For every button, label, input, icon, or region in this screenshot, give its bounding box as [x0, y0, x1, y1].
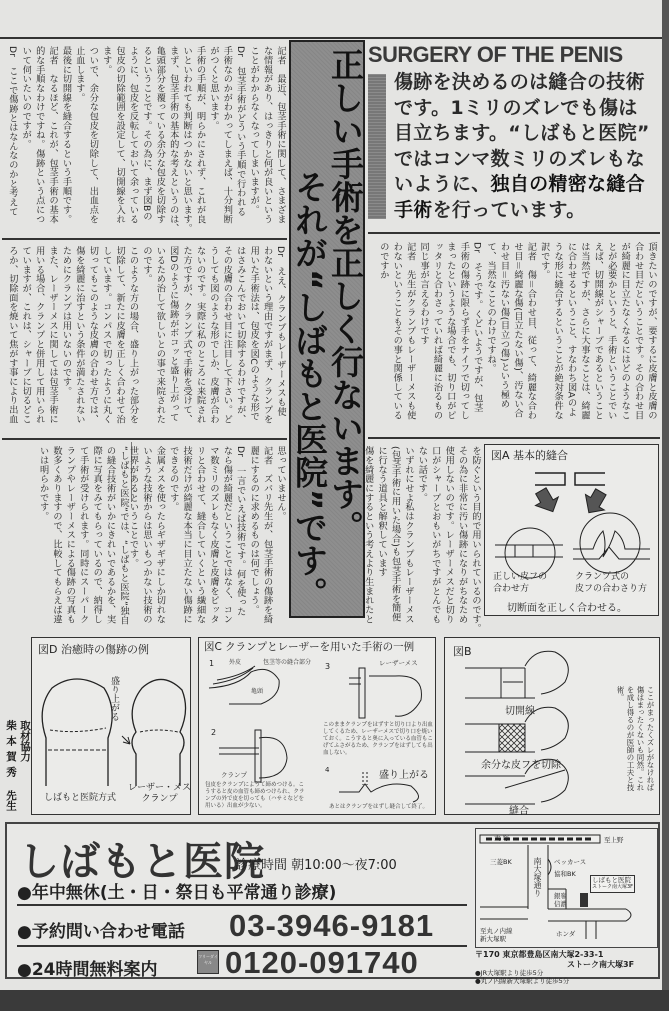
- text-column: 傷を綺麗にするという考えより生まれたと: [362, 446, 374, 624]
- text-column: Dr そうです。くどいようですが、包茎: [471, 242, 483, 413]
- text-column: 包皮の切除範囲を設定して、切開線を入れ: [114, 46, 126, 224]
- text-column: うしても図のような形でしか、皮膚が合わ: [207, 246, 219, 424]
- step-1: 1: [209, 659, 215, 668]
- text-column: 止血します。: [73, 46, 85, 103]
- text-column: その為に非常に汚い傷跡になりがちなため: [456, 446, 468, 624]
- text-column: ついで、余分な包皮を切除して、出血点を: [87, 46, 99, 224]
- text-column: このような方の場合、盛り上がった部分を: [127, 246, 139, 424]
- text-column: な情報があり、はっきりと何が良いという: [261, 46, 273, 224]
- map-bank1: 三菱BK: [490, 858, 512, 866]
- figure-d-raised-label: 盛り上がる: [109, 676, 119, 721]
- lead-line: [394, 172, 658, 198]
- text-column: いて伺いたいのですが。: [20, 46, 32, 149]
- clinic-ad: [5, 822, 660, 985]
- caption-line: 皮フの合わさり方: [575, 584, 648, 594]
- free-info-label: ●24時間無料案内: [17, 960, 158, 980]
- divider: [2, 438, 287, 440]
- text-column: た方ですが、クランプ式で手術を受けて、: [181, 246, 193, 424]
- note-line: を成し得るのが医師の工夫と技: [626, 686, 635, 791]
- divider: [368, 437, 660, 439]
- text-column: 頂きたいのですが、要するに皮膚と皮膚の: [646, 242, 657, 420]
- text-column: 用いた手術法は、包皮を図Cのような形で: [248, 246, 260, 421]
- caption-line: 合わせ方: [493, 584, 530, 594]
- label-clamp: クランプ: [221, 771, 247, 779]
- text-column: ランプやレーザーメスによる傷跡の写真も: [64, 446, 76, 624]
- text-column: 記者 ズバリ先生が、包茎手術の傷跡を綺: [261, 446, 273, 624]
- article-block-6: [4, 446, 130, 634]
- text-column: 切除して、新たに皮膚を正しく合わせて治: [114, 246, 126, 424]
- text-column: 使用しないのです。レーザーメスだと切り: [443, 446, 455, 624]
- text-column: 手術の手順が、明らかにされず、これが良: [194, 46, 206, 224]
- text-column: 技術だけが綺麗な本当に目立たない傷跡に: [181, 446, 193, 624]
- text-column: 傷を綺麗に治すという条件が満たされない: [73, 246, 85, 424]
- map-bakery: ベッカース: [554, 858, 587, 866]
- note-step-4: あとはクランプをはずし縫合して終了。: [329, 804, 429, 810]
- office-hours: 診療時間 朝10:00〜夜7:00: [235, 858, 397, 873]
- map-label: 新大塚駅: [480, 935, 506, 943]
- label-glans: 亀頭: [251, 688, 264, 695]
- open-days: ●年中無休(土・日・祭日も平常通り診療): [17, 883, 337, 903]
- lead-segment: 目立ちます。“しばもと医院”: [394, 122, 650, 144]
- figure-b-note: [615, 686, 655, 791]
- text-column: 世界があるということです。: [127, 446, 139, 568]
- page-bottom-edge: [0, 990, 669, 1011]
- free-phone[interactable]: 0120-091740: [225, 945, 419, 980]
- text-column: いるため治して欲しいとの事で来院された: [154, 246, 166, 424]
- text-column: いような技術からは思いもつかない技術の: [140, 446, 152, 624]
- text-column: Dr 包茎手術がどういう手順で行われる: [234, 46, 246, 217]
- text-column: ていますが、これは、シャープに切るどこ: [20, 246, 32, 424]
- headline-band: [289, 40, 365, 618]
- text-column: わないということもその事と関係している: [391, 242, 403, 420]
- access-map: [475, 828, 658, 948]
- divider: [2, 238, 287, 240]
- figure-d: [31, 637, 191, 815]
- credit-name: 柴本賀秀: [5, 720, 17, 782]
- figure-a-footer: 切断面を正しく合わせる。: [507, 603, 627, 614]
- lead-line: [394, 70, 658, 96]
- text-column: 手術なのかがわかってしまえば、十分判断: [221, 46, 233, 224]
- text-column: 最後に切開線を縫合するという手順です。: [60, 46, 72, 224]
- text-column: のですか: [377, 242, 389, 280]
- text-column: 記者 なるほど、これが、包茎手術の基本: [47, 46, 59, 224]
- lead-line: [394, 198, 658, 224]
- text-column: が綺麗に目立たなくなるにはどのようなこ: [619, 242, 631, 420]
- label-raised: 盛り上がる: [379, 770, 429, 781]
- text-column: えば、切開線がシャープであるということ: [592, 242, 604, 420]
- text-column: 金属メスを使ったらギザギザにしか切れな: [154, 446, 166, 624]
- text-column: その皮膚の合わせ目に注目して下さい。ど: [221, 246, 233, 424]
- text-column: 思っていません。: [275, 446, 286, 521]
- free-dial-icon: フリーダイヤル: [197, 950, 219, 974]
- text-column: いずれにせよ私はクランプもレーザーメス: [402, 446, 414, 624]
- lead-emphasis: 独自の精密な縫合: [490, 173, 645, 195]
- text-column: ない話です。: [416, 446, 428, 503]
- text-column: 記者 傷＝合わせ目、従って、綺麗な合わ: [525, 242, 537, 420]
- text-column: Dr ええ、クランプもレーザーメスも使: [275, 246, 286, 417]
- lead-segment: を行っています。: [432, 198, 586, 221]
- step-2: 2: [211, 728, 217, 737]
- figure-a-right-caption: [575, 571, 647, 595]
- clinic-name: しばもと医院: [19, 839, 265, 885]
- note-line: 術。: [616, 686, 625, 701]
- lead-emphasis: 手術: [394, 198, 433, 221]
- step-3: 3: [325, 662, 331, 671]
- text-column: まず、包茎手術の基本的な考えというのは、: [167, 46, 179, 233]
- figure-a-left-caption: [493, 571, 547, 595]
- label-incision-line: 切開線: [505, 706, 535, 717]
- figure-b-title: 図B: [453, 645, 472, 658]
- caption-line: 正しい皮フの: [493, 572, 548, 582]
- map-street: 南大塚通り: [533, 857, 542, 897]
- article-block-3: [4, 246, 287, 434]
- reservation-phone[interactable]: 03-3946-9181: [229, 908, 435, 943]
- text-column: まったというような場合でも、切り口がピ: [444, 242, 456, 420]
- map-shop1: 銀嶺: [554, 892, 567, 900]
- text-column: 同じ事が言えるわけです: [418, 242, 430, 345]
- section-title: SURGERY OF THE PENIS: [368, 42, 623, 67]
- reservation-label: ●予約問い合わせ電話: [17, 922, 185, 942]
- note-step-2: 包皮をクランプにようて締めつける。こうすると皮の血管も締めつけられ、クランプの外で皮を切っても（ハサミなどを用いる）出血が少ない。: [205, 782, 305, 809]
- article-block-1: [4, 46, 287, 234]
- text-column: 麗にするのに求めるものは何でしょう。: [248, 446, 260, 615]
- text-column: リと合わせて、縫合していくという繊細な: [194, 446, 206, 624]
- step-4: 4: [325, 766, 330, 774]
- headline-line-1: 正しい手術を正しく行ないます。: [326, 48, 365, 543]
- caption-line: クランプ: [141, 794, 178, 804]
- text-column: うな形に縫合するということが絶対条件な: [552, 242, 564, 420]
- text-column: ろか、切除面を焼いて焦がす事により出血: [6, 246, 18, 424]
- text-column: のです。: [140, 246, 152, 284]
- credit-honorific: 先生: [5, 790, 17, 811]
- lead-text: [394, 70, 658, 223]
- text-column: 際に写真をみてもらっているので、納得し: [91, 446, 103, 624]
- text-column: 合わせ目だということです。その合わせ目: [632, 242, 644, 420]
- text-column: (包茎手術に用いた場合)も包茎手術を簡便: [389, 446, 401, 622]
- access-subway: ●丸ノ内線新大塚駅より徒歩5分: [475, 977, 570, 985]
- divider: [17, 904, 467, 906]
- text-column: わせ目＝汚ない傷(目立つ傷)という極め: [498, 242, 510, 409]
- label-laser: レーザーメス: [379, 659, 418, 667]
- caption-line: レーザー・メス: [128, 783, 192, 793]
- note-step-3: このままクランプをはずすと切り口より出血してくるため、レーザーメスで切り口を焼いておく。こうすると奥に入っている血管もこげてふさがるため、クランプをはずしても出血しない。: [323, 722, 434, 756]
- text-column: を防ぐという目的で用いられているのです。: [470, 446, 481, 633]
- note-line: ここがまったくズレがなければ: [646, 686, 655, 791]
- map-shop2: 信濃: [554, 900, 567, 908]
- text-column: せ目＝綺麗な傷(目立たない傷)、汚ない合: [511, 242, 523, 418]
- text-column: マ数ミリのズレもなく皮膚と皮膚をピッタ: [207, 446, 219, 624]
- page-edge: [662, 0, 669, 1011]
- text-column: いは明らかです。: [37, 446, 49, 521]
- text-column: Dr ここで傷跡とはなんなのかと考えて: [6, 46, 18, 217]
- lead-segment: です。1ミリのズレでも傷は: [394, 96, 638, 119]
- text-column: ことがわからなくなってしまいますが。: [248, 46, 260, 215]
- note-line: 傷はまったくないも同然。これ: [636, 686, 645, 791]
- text-column: に行なう道具と解釈しています: [376, 446, 388, 577]
- text-column: なら傷が綺麗だということではなく、コン: [221, 446, 233, 624]
- map-label: 至丸ノ内線: [480, 927, 513, 935]
- figure-d-right-caption: [128, 783, 191, 805]
- address-line-1: 〒170 東京都豊島区南大塚2-33-1: [475, 950, 604, 959]
- text-column: 亀頭部分を覆っている余分な包皮を切除す: [154, 46, 166, 224]
- text-column: いといわれても判断はつかないと思います。: [181, 46, 193, 233]
- text-column: ます。: [100, 46, 112, 75]
- lead-segment: いように、: [394, 173, 491, 195]
- text-column: 用いる場合、クランプと併用して用いられ: [33, 246, 45, 424]
- text-column: 手術の傷跡に限らず手をナイフで切ってし: [458, 242, 470, 420]
- address-line-2: ストーク南大塚3F: [567, 960, 635, 969]
- text-column: 記者 先生がクランプもレーザーメスも使: [404, 242, 416, 420]
- text-column: ッタリと合わさっていれば綺麗に治るもの: [431, 242, 443, 420]
- article-block-4: [362, 446, 482, 634]
- text-column: できるのです。: [167, 446, 179, 512]
- text-column: “しばもと医院”では、“しばもと医院”独自: [118, 446, 129, 625]
- article-block-5: [127, 446, 287, 634]
- text-column: て手術が受けられます。同時にスーパーク: [77, 446, 89, 624]
- map-to-subway: [480, 927, 513, 943]
- figure-a: [484, 444, 659, 616]
- text-column: ように、包皮を反転しておいて余っている: [127, 46, 139, 224]
- text-column: に合わせるということ、すなわち図Aのよ: [565, 242, 577, 417]
- text-column: 切ってもこのような皮膚の合わせ方では、: [87, 246, 99, 424]
- accent-bar: [368, 74, 386, 219]
- text-column: がつくと思います。: [207, 46, 219, 131]
- map-clinic-name: しばもと医院: [592, 876, 631, 884]
- text-column: Dr 一言でいえば技術です。何を使った: [234, 446, 246, 617]
- text-column: 図Dのように傷跡がボコッと盛り上がって: [167, 246, 179, 422]
- text-column: ないのです。実際に私のところに来院され: [194, 246, 206, 424]
- text-column: ためにクランプは用いないのです。: [60, 246, 72, 396]
- access-jr: ●JR大塚駅より徒歩5分: [475, 969, 544, 977]
- map-station: 大 塚: [494, 834, 510, 842]
- map-honda: ホンダ: [556, 930, 576, 938]
- map-bank2: 協和BK: [554, 870, 576, 878]
- figure-d-title: 図D 治癒時の傷跡の例: [38, 643, 149, 656]
- text-column: しています。コンパスで切ったように丸く: [100, 246, 112, 424]
- text-column: 口がシャープとおもいがちですがとんでも: [429, 446, 441, 624]
- article-block-2: [368, 242, 658, 432]
- label-outer-skin: 外皮: [229, 659, 242, 666]
- text-column: 訳です。: [538, 242, 550, 280]
- headline-line-2: それが“しばもと医院”です。: [290, 170, 329, 610]
- lead-segment: ではコンマ数ミリのズレもな: [394, 147, 645, 170]
- text-column: わないという理由ですがまず、クランプを: [261, 246, 273, 424]
- text-column: の縫合技術がいかにきれいであるかを、実: [104, 446, 116, 624]
- lead-line: [394, 96, 658, 122]
- caption-line: クランプ式の: [575, 572, 630, 582]
- figure-b: [444, 637, 660, 815]
- text-column: また、レーザーメスに関しては包茎手術に: [47, 246, 59, 424]
- map-clinic: [590, 875, 635, 893]
- text-column: 数多くありますので、比較してもらえば違: [50, 446, 62, 624]
- text-column: るということです。その為に、まず図Bの: [140, 46, 152, 221]
- text-column: はさみこんでおいて切除するわけですが、: [234, 246, 246, 424]
- map-building: ストーク南大塚3F: [592, 884, 634, 890]
- label-excise-excess: 余分な皮フを切除: [481, 760, 561, 771]
- divider: [368, 232, 660, 234]
- text-column: 的な手順なわけですね。傷跡という点につ: [33, 46, 45, 224]
- lead-line: [394, 121, 658, 147]
- text-column: て、当然なことのわけですね。: [485, 242, 497, 373]
- text-column: とが必要かというと、手術ということでい: [605, 242, 617, 420]
- label-suture: 縫合: [509, 806, 529, 817]
- credit-label: 取材協力: [19, 720, 31, 762]
- figure-d-left-caption: しばもと医院方式: [44, 793, 117, 803]
- figure-c-title: 図C クランプとレーザーを用いた手術の一例: [204, 641, 415, 653]
- lead-line: [394, 147, 658, 173]
- text-column: は当然ですが、さらに大事なことは、綺麗: [578, 242, 590, 420]
- label-suture-area: 包茎等の縫合部分: [263, 659, 312, 666]
- map-to-ueno: 至上野: [604, 836, 624, 844]
- figure-c: [198, 637, 436, 815]
- figure-a-title: 図A 基本的縫合: [491, 449, 569, 462]
- top-rule: [0, 37, 662, 39]
- lead-segment: 傷跡を決めるのは縫合の技術: [394, 71, 645, 93]
- text-column: 記者 最近、包茎手術に関して、さまざま: [275, 46, 286, 224]
